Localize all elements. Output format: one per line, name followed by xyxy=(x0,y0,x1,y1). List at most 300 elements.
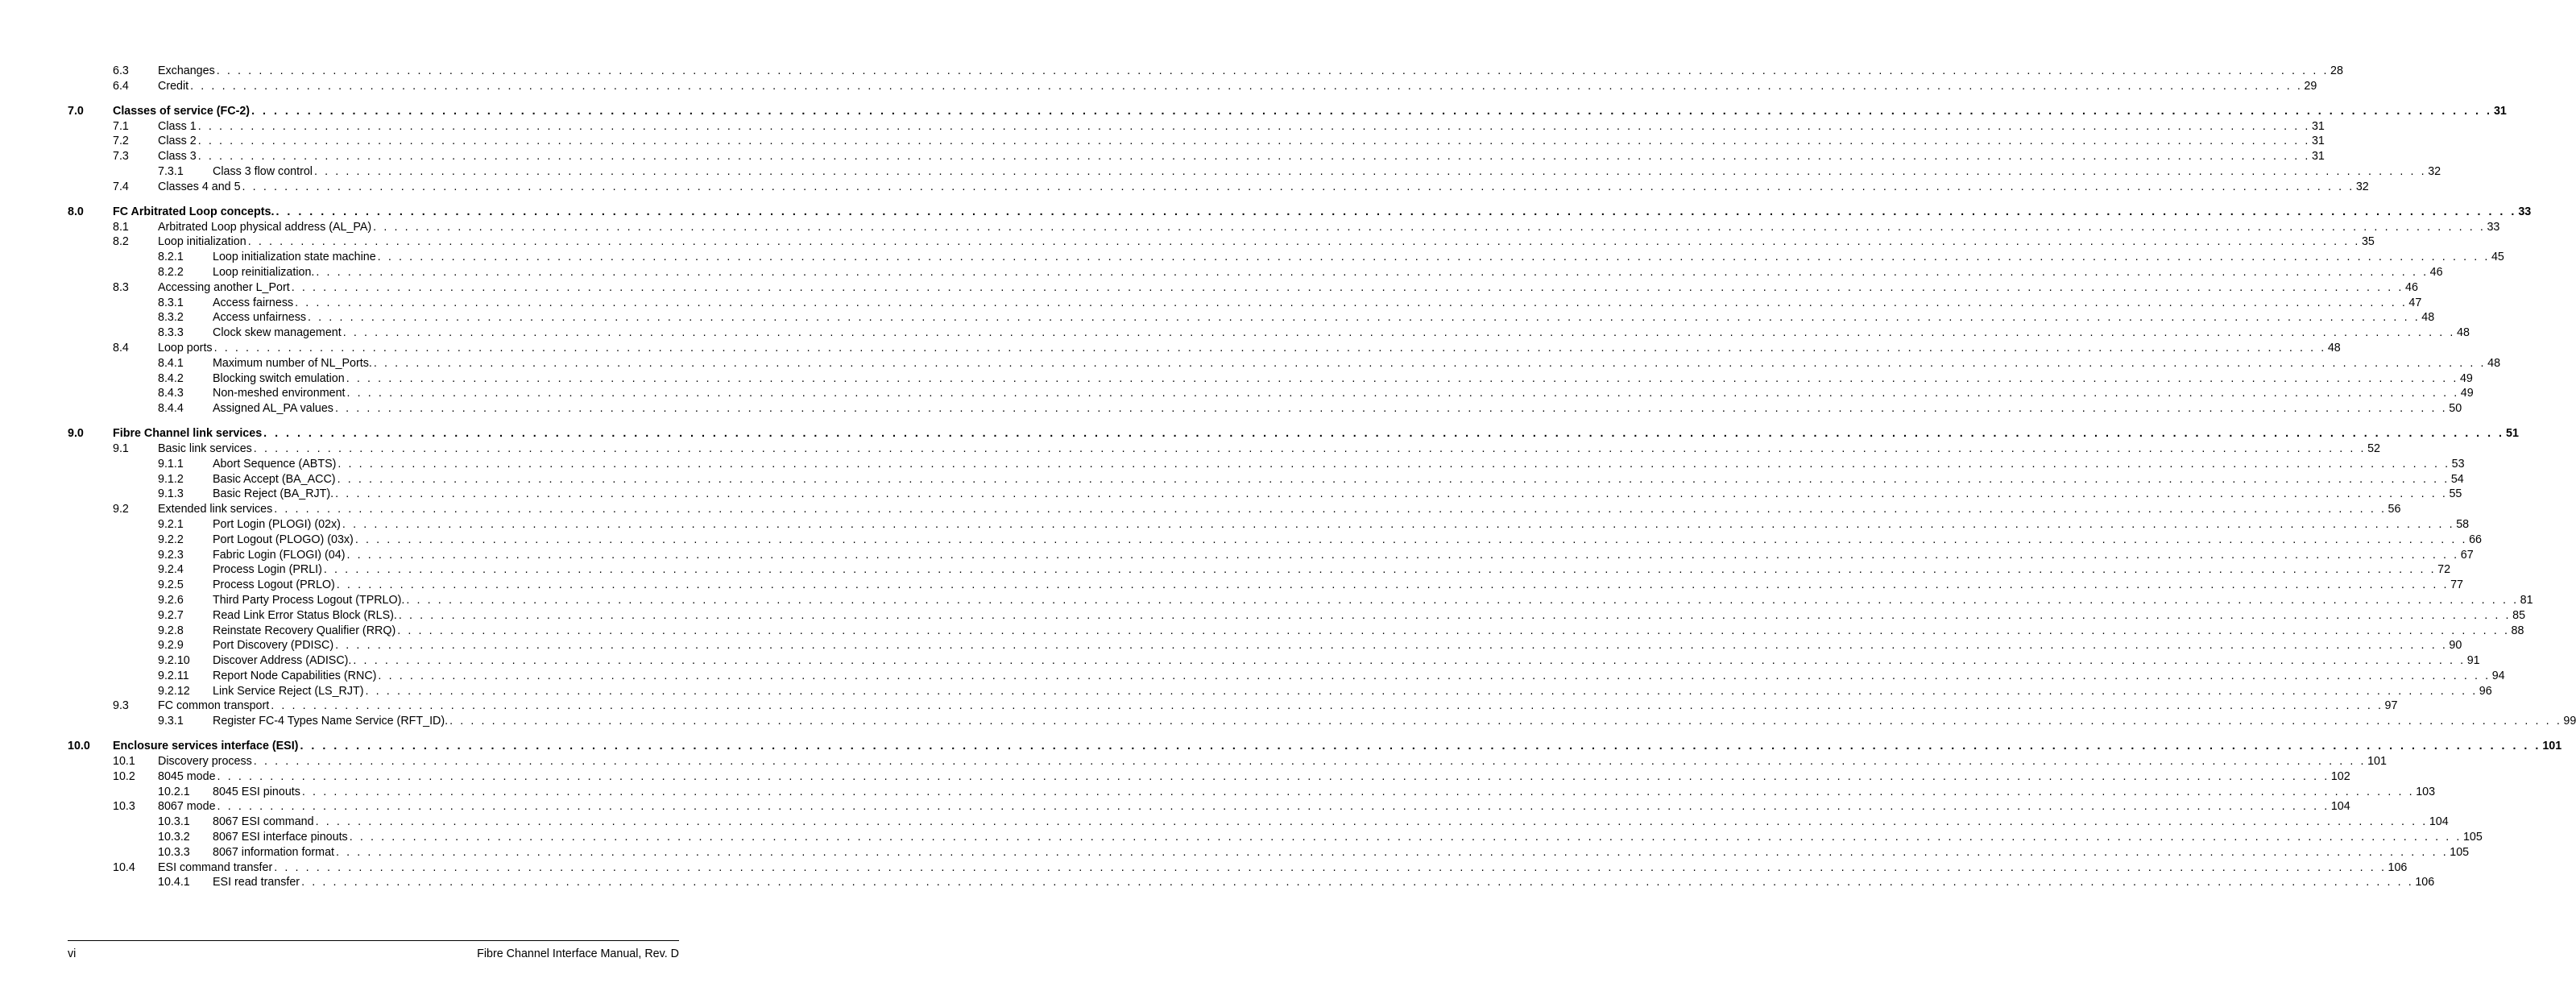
toc-entry[interactable] xyxy=(68,769,2350,785)
toc-entry-title: Port Logout (PLOGO) (03x) xyxy=(213,533,354,546)
toc-entry-line xyxy=(213,164,2441,180)
toc-entry-line xyxy=(158,119,2325,135)
toc-entry[interactable] xyxy=(68,220,2500,235)
toc-entry-line xyxy=(213,548,2474,563)
toc-entry[interactable] xyxy=(68,815,2449,830)
toc-entry-line xyxy=(213,815,2449,830)
toc-entry-number: 8.4.3 xyxy=(158,387,184,400)
toc-leader-dots: . . . . . . . . . . . . . . . . . . . . . . . . . . . . . . . . . . . . . . . . . . . . . . . . . . . . . . . . . . . . . . . . . . . . . . . . . . . . . . . . . . . . . . . . . . . . . . . . . . . . . . . . . . . . . . . . . . . . . . . . . . . . . . . . . . . . . . . . . . . . . . . . . . . . . . . . . . . . . . . . . . . . . . . . . . . . . . . . . . . . . . . . . . . . . . . . . . . . . . . . xyxy=(216,64,2330,77)
toc-entry-line xyxy=(213,593,2533,608)
toc-entry-line xyxy=(213,653,2480,669)
footer-divider xyxy=(68,940,679,941)
toc-entry[interactable] xyxy=(68,562,2451,578)
toc-entry-title: Loop initialization xyxy=(158,235,246,249)
toc-entry[interactable] xyxy=(68,250,2504,265)
toc-entry-line xyxy=(158,799,2350,815)
toc-entry-number: 8.4 xyxy=(113,341,129,354)
toc-entry-line xyxy=(113,425,2519,442)
toc-entry-title: Abort Sequence (ABTS) xyxy=(213,457,337,471)
toc-leader-dots: . . . . . . . . . . . . . . . . . . . . . . . . . . . . . . . . . . . . . . . . . . . . . . . . . . . . . . . . . . . . . . . . . . . . . . . . . . . . . . . . . . . . . . . . . . . . . . . . . . . . . . . . . . . . . . . . . . . . . . . . . . . . . . . . . . . . . . . . . . . . . . . . . . . . . . . . . . . . . . . . . . . . . . . . . . . . . . . . . . . . . . . . . . . . . . . . . . . . . . . . xyxy=(353,654,2466,668)
footer-document-title: Fibre Channel Interface Manual, Rev. D xyxy=(477,947,679,960)
toc-entry-number: 9.1.2 xyxy=(158,472,184,486)
toc-entry-number: 9.3.1 xyxy=(158,715,184,728)
toc-entry-title: Assigned AL_PA values xyxy=(213,402,333,416)
toc-leader-dots: . . . . . . . . . . . . . . . . . . . . . . . . . . . . . . . . . . . . . . . . . . . . . . . . . . . . . . . . . . . . . . . . . . . . . . . . . . . . . . . . . . . . . . . . . . . . . . . . . . . . . . . . . . . . . . . . . . . . . . . . . . . . . . . . . . . . . . . . . . . . . . . . . . . . . . . . . . . . . . . . . . . . . . . . . . . . . . . . . . . . . . . . . . . . . . . . . . . . . . . . xyxy=(197,150,2310,164)
toc-entry-number: 9.3 xyxy=(113,699,129,713)
toc-leader-dots: . . . . . . . . . . . . . . . . . . . . . . . . . . . . . . . . . . . . . . . . . . . . . . . . . . . . . . . . . . . . . . . . . . . . . . . . . . . . . . . . . . . . . . . . . . . . . . . . . . . . . . . . . . . . . . . . . . . . . . . . . . . . . . . . . . . . . . . . . . . . . . . . . . . . . . . . . . . . . . . . . . . . . . . . . . . . . . . . . . . . . . . . . . . . . . . . . . . . . . . . xyxy=(346,548,2459,562)
toc-entry-title: Link Service Reject (LS_RJT) xyxy=(213,684,364,698)
toc-entry-page: 101 xyxy=(2542,740,2562,753)
toc-entry-title: Non-meshed environment xyxy=(213,387,346,400)
toc-entry[interactable] xyxy=(68,472,2464,487)
toc-entry-page: 49 xyxy=(2460,387,2474,400)
toc-entry-line xyxy=(158,280,2418,296)
toc-entry-page: 33 xyxy=(2518,205,2532,218)
toc-entry-line xyxy=(158,134,2325,149)
toc-entry-number: 10.3.1 xyxy=(158,815,190,829)
toc-entry-title: Class 3 xyxy=(158,150,197,164)
toc-entry-number: 6.3 xyxy=(113,64,129,77)
toc-entry-title: ESI command transfer xyxy=(158,860,273,874)
toc-entry-page: 67 xyxy=(2460,548,2474,562)
toc-entry-line xyxy=(158,502,2401,517)
toc-leader-dots: . . . . . . . . . . . . . . . . . . . . . . . . . . . . . . . . . . . . . . . . . . . . . . . . . . . . . . . . . . . . . . . . . . . . . . . . . . . . . . . . . . . . . . . . . . . . . . . . . . . . . . . . . . . . . . . . . . . . . . . . . . . . . . . . . . . . . . . . . . . . . . . . . . . . . . . . . . . . . . . . . . . . . . . . . . . . . . . . . . . . . . . . . . . . . . . . . . . . . . . . xyxy=(323,563,2437,577)
toc-leader-dots: . . . . . . . . . . . . . . . . . . . . . . . . . . . . . . . . . . . . . . . . . . . . . . . . . . . . . . . . . . . . . . . . . . . . . . . . . . . . . . . . . . . . . . . . . . . . . . . . . . . . . . . . . . . . . . . . . . . . . . . . . . . . . . . . . . . . . . . . . . . . . . . . . . . . . . . . . . . . . . . . . . . . . . . . . . . . . . . . . . . . . . . . . . . . . . . . . . . . . . . . xyxy=(354,533,2468,546)
toc-entry-number: 9.2.1 xyxy=(158,517,184,531)
toc-entry[interactable] xyxy=(68,296,2422,311)
toc-entry-line xyxy=(213,250,2504,265)
toc-entry[interactable] xyxy=(68,875,2435,890)
toc-entry-line xyxy=(213,356,2501,371)
toc-entry-page: 31 xyxy=(2311,135,2325,148)
toc-entry-title: Fibre Channel link services xyxy=(113,426,263,440)
toc-entry-title: Process Login (PRLI) xyxy=(213,563,322,577)
toc-entry[interactable] xyxy=(68,533,2482,548)
toc-entry-number: 8.3.2 xyxy=(158,311,184,325)
toc-entry-line xyxy=(213,875,2435,890)
toc-entry[interactable] xyxy=(68,653,2480,669)
toc-entry-line xyxy=(213,386,2474,401)
toc-entry-page: 31 xyxy=(2311,119,2325,133)
toc-entry-title: Class 3 flow control xyxy=(213,164,313,178)
toc-entry-title: Discovery process xyxy=(158,755,252,769)
toc-leader-dots: . . . . . . . . . . . . . . . . . . . . . . . . . . . . . . . . . . . . . . . . . . . . . . . . . . . . . . . . . . . . . . . . . . . . . . . . . . . . . . . . . . . . . . . . . . . . . . . . . . . . . . . . . . . . . . . . . . . . . . . . . . . . . . . . . . . . . . . . . . . . . . . . . . . . . . . . . . . . . . . . . . . . . . . . . . . . . . . . . . . . . . . . . . . . . . . . . . . . . . . . xyxy=(346,387,2459,400)
toc-entry-page: 29 xyxy=(2304,79,2317,93)
toc-entry[interactable] xyxy=(68,401,2462,417)
toc-entry-number: 9.2.9 xyxy=(158,639,184,653)
toc-entry-title: Accessing another L_Port xyxy=(158,280,290,294)
toc-entry-line xyxy=(113,738,2562,754)
toc-entry-number: 9.1.3 xyxy=(158,487,184,501)
toc-entry-title: 8067 mode xyxy=(158,800,216,814)
toc-entry[interactable] xyxy=(68,356,2501,371)
toc-entry-number: 10.0 xyxy=(68,740,90,753)
toc-entry-page: 66 xyxy=(2469,533,2482,546)
toc-entry-number: 10.2.1 xyxy=(158,785,190,798)
toc-leader-dots: . . . . . . . . . . . . . . . . . . . . . . . . . . . . . . . . . . . . . . . . . . . . . . . . . . . . . . . . . . . . . . . . . . . . . . . . . . . . . . . . . . . . . . . . . . . . . . . . . . . . . . . . . . . . . . . . . . . . . . . . . . . . . . . . . . . . . . . . . . . . . . . . . . . . . . . . . . . . . . . . . . . . . . . . . . . . . . . . . . . . . . . . . . . . . . . . . . . . . . . . xyxy=(406,593,2519,607)
toc-entry-title: Exchanges xyxy=(158,64,215,77)
toc-entry-line xyxy=(213,296,2422,311)
toc-leader-dots: . . . . . . . . . . . . . . . . . . . . . . . . . . . . . . . . . . . . . . . . . . . . . . . . . . . . . . . . . . . . . . . . . . . . . . . . . . . . . . . . . . . . . . . . . . . . . . . . . . . . . . . . . . . . . . . . . . . . . . . . . . . . . . . . . . . . . . . . . . . . . . . . . . . . . . . . . . . . . . . . . . . . . . . . . . . . . . . . . . . . . . . . . . . . . . . . . . . . . . . . xyxy=(373,220,2486,234)
toc-entry-line xyxy=(158,149,2325,164)
table-of-contents xyxy=(68,64,2576,890)
toc-entry[interactable] xyxy=(68,830,2483,845)
toc-entry-number: 9.2.2 xyxy=(158,533,184,546)
toc-entry-page: 81 xyxy=(2520,593,2533,607)
toc-entry-page: 48 xyxy=(2327,341,2341,354)
toc-entry-number: 9.2.3 xyxy=(158,548,184,562)
toc-entry-line xyxy=(213,785,2436,800)
toc-entry-page: 55 xyxy=(2449,487,2462,501)
toc-entry-number: 10.4 xyxy=(113,860,135,874)
toc-entry-title: Register FC-4 Types Name Service (RFT_ID). xyxy=(213,715,449,728)
toc-entry-page: 85 xyxy=(2512,608,2526,622)
toc-leader-dots: . . . . . . . . . . . . . . . . . . . . . . . . . . . . . . . . . . . . . . . . . . . . . . . . . . . . . . . . . . . . . . . . . . . . . . . . . . . . . . . . . . . . . . . . . . . . . . . . . . . . . . . . . . . . . . . . . . . . . . . . . . . . . . . . . . . . . . . . . . . . . . . . . . . . . . . . . . . . . . . . . . . . . . . . . . . . . . . . . . . . . . . . . . . . . . . . . . . . . . . . xyxy=(308,311,2421,325)
toc-entry-title: Access unfairness xyxy=(213,311,307,325)
toc-entry-title: Maximum number of NL_Ports. xyxy=(213,356,372,370)
toc-entry[interactable] xyxy=(68,386,2474,401)
toc-leader-dots: . . . . . . . . . . . . . . . . . . . . . . . . . . . . . . . . . . . . . . . . . . . . . . . . . . . . . . . . . . . . . . . . . . . . . . . . . . . . . . . . . . . . . . . . . . . . . . . . . . . . . . . . . . . . . . . . . . . . . . . . . . . . . . . . . . . . . . . . . . . . . . . . . . . . . . . . . . . . . . . . . . . . . . . . . . . . . . . . . . . . . . . . . . . . . . . . . . . . . . . . xyxy=(336,578,2450,592)
toc-entry-page: 49 xyxy=(2459,371,2473,385)
toc-entry-title: Report Node Capabilities (RNC) xyxy=(213,669,377,682)
toc-entry-line xyxy=(213,714,2576,729)
toc-entry-page: 31 xyxy=(2311,150,2325,164)
toc-chapter-entry[interactable] xyxy=(68,425,2519,442)
toc-entry[interactable] xyxy=(68,371,2473,387)
toc-entry-number: 8.4.4 xyxy=(158,402,184,416)
toc-entry-number: 9.2.7 xyxy=(158,608,184,622)
toc-entry[interactable] xyxy=(68,265,2443,280)
toc-entry-page: 46 xyxy=(2429,265,2443,279)
toc-entry-number: 8.2 xyxy=(113,235,129,249)
toc-entry-title: Read Link Error Status Block (RLS). xyxy=(213,608,397,622)
toc-entry-title: ESI read transfer xyxy=(213,876,300,889)
toc-entry-number: 8.2.1 xyxy=(158,251,184,264)
toc-entry-page: 33 xyxy=(2487,220,2500,234)
toc-entry-line xyxy=(158,442,2380,457)
toc-entry-number: 8.2.2 xyxy=(158,265,184,279)
toc-entry[interactable] xyxy=(68,502,2401,517)
toc-entry-number: 6.4 xyxy=(113,79,129,93)
toc-entry-page: 28 xyxy=(2330,64,2343,77)
toc-entry-page: 94 xyxy=(2491,669,2505,682)
toc-leader-dots: . . . . . . . . . . . . . . . . . . . . . . . . . . . . . . . . . . . . . . . . . . . . . . . . . . . . . . . . . . . . . . . . . . . . . . . . . . . . . . . . . . . . . . . . . . . . . . . . . . . . . . . . . . . . . . . . . . . . . . . . . . . . . . . . . . . . . . . . . . . . . . . . . . . . . . . . . . . . . . . . . . . . . . . . . . . . . . . . . . . . . . . . . . . . . . . . . . . . . . . . xyxy=(378,669,2491,682)
toc-entry-page: 46 xyxy=(2405,280,2418,294)
toc-entry-line xyxy=(213,669,2505,684)
toc-entry-title: Clock skew management xyxy=(213,326,342,340)
toc-leader-dots: . . . . . . . . . . . . . . . . . . . . . . . . . . . . . . . . . . . . . . . . . . . . . . . . . . . . . . . . . . . . . . . . . . . . . . . . . . . . . . . . . . . . . . . . . . . . . . . . . . . . . . . . . . . . . . . . . . . . . . . . . . . . . . . . . . . . . . . . . . . . . . . . . . . . . . . . . . . . . . . . . . . . . . . . . . . . . . . . . . . . . . . . . . . . . . . . . . . . . . . . xyxy=(197,119,2310,133)
toc-leader-dots: . . . . . . . . . . . . . . . . . . . . . . . . . . . . . . . . . . . . . . . . . . . . . . . . . . . . . . . . . . . . . . . . . . . . . . . . . . . . . . . . . . . . . . . . . . . . . . . . . . . . . . . . . . . . . . . . . . . . . . . . . . . . . . . . . . . . . . . . . . . . . . . . . . . . . . . . . . . . . . . . . . . . . . . . . . . . . . . . . . . . . . . . . . . . . . . . . . . . . . . . xyxy=(301,876,2414,889)
toc-entry-page: 35 xyxy=(2361,235,2375,249)
toc-entry-number: 10.3 xyxy=(113,800,135,814)
toc-entry[interactable] xyxy=(68,119,2325,135)
toc-leader-dots: . . . . . . . . . . . . . . . . . . . . . . . . . . . . . . . . . . . . . . . . . . . . . . . . . . . . . . . . . . . . . . . . . . . . . . . . . . . . . . . . . . . . . . . . . . . . . . . . . . . . . . . . . . . . . . . . . . . . . . . . . . . . . . . . . . . . . . . . . . . . . . . . . . . . . . . . . . . . . . . . . . . . . . . . . . . . . . . . . . . . . . . . . . . . . . . . . . . . . . . . xyxy=(301,785,2415,798)
toc-entry[interactable] xyxy=(68,180,2369,195)
toc-entry-line xyxy=(213,310,2435,325)
toc-entry-page: 50 xyxy=(2449,402,2462,416)
toc-entry[interactable] xyxy=(68,860,2408,876)
toc-leader-dots: . . . . . . . . . . . . . . . . . . . . . . . . . . . . . . . . . . . . . . . . . . . . . . . . . . . . . . . . . . . . . . . . . . . . . . . . . . . . . . . . . . . . . . . . . . . . . . . . . . . . . . . . . . . . . . . . . . . . . . . . . . . . . . . . . . . . . . . . . . . . . . . . . . . . . . . . . . . . . . . . . . . . . . . . . . . . . . . . . . . . . . . . . . . . . . . . . . . . . . . . xyxy=(398,608,2512,622)
toc-entry-number: 7.1 xyxy=(113,119,129,133)
toc-leader-dots: . . . . . . . . . . . . . . . . . . . . . . . . . . . . . . . . . . . . . . . . . . . . . . . . . . . . . . . . . . . . . . . . . . . . . . . . . . . . . . . . . . . . . . . . . . . . . . . . . . . . . . . . . . . . . . . . . . . . . . . . . . . . . . . . . . . . . . . . . . . . . . . . . . . . . . . . . . . . . . . . . . . . . . . . . . . . . . . . . . . . . . . . . . . . . . . . . . . . . . . . xyxy=(338,457,2450,471)
toc-entry-line xyxy=(213,638,2462,653)
toc-leader-dots: . . . . . . . . . . . . . . . . . . . . . . . . . . . . . . . . . . . . . . . . . . . . . . . . . . . . . . . . . . . . . . . . . . . . . . . . . . . . . . . . . . . . . . . . . . . . . . . . . . . . . . . . . . . . . . . . . . . . . . . . . . . . . . . . . . . . . . . . . . . . . . . . . . . . . . . . . . . . . . . . . . . . . . . . . . . . . . . . . . . . . . . . . . . . . . . . . . . . . . . . xyxy=(335,487,2448,501)
toc-entry-page: 58 xyxy=(2456,517,2470,531)
toc-entry-page: 45 xyxy=(2491,251,2504,264)
toc-entry[interactable] xyxy=(68,310,2435,325)
toc-entry-title: Classes of service (FC-2) xyxy=(113,104,251,118)
footer-page-number: vi xyxy=(68,947,77,960)
toc-entry-line xyxy=(158,220,2500,235)
toc-entry-number: 8.3.1 xyxy=(158,296,184,309)
toc-entry-title: Third Party Process Logout (TPRLO). xyxy=(213,593,405,607)
toc-entry[interactable] xyxy=(68,548,2474,563)
toc-entry-title: Port Discovery (PDISC) xyxy=(213,639,334,653)
toc-entry-number: 9.1.1 xyxy=(158,457,184,471)
toc-entry-number: 8.1 xyxy=(113,220,129,234)
toc-entry-number: 8.4.2 xyxy=(158,371,184,385)
toc-chapter-entry[interactable] xyxy=(68,204,2532,220)
toc-entry-line xyxy=(158,699,2398,714)
toc-entry[interactable] xyxy=(68,79,2317,94)
toc-entry-number: 7.3.1 xyxy=(158,164,184,178)
toc-leader-dots: . . . . . . . . . . . . . . . . . . . . . . . . . . . . . . . . . . . . . . . . . . . . . . . . . . . . . . . . . . . . . . . . . . . . . . . . . . . . . . . . . . . . . . . . . . . . . . . . . . . . . . . . . . . . . . . . . . . . . . . . . . . . . . . . . . . . . . . . . . . . . . . . . . . . . . . . . . . . . . . . . . . . . . . . . . . . . . . . . . . . . . . . . . . . . . . . . . . . . . . . xyxy=(197,135,2310,148)
toc-entry-page: 72 xyxy=(2437,563,2451,577)
toc-leader-dots: . . . . . . . . . . . . . . . . . . . . . . . . . . . . . . . . . . . . . . . . . . . . . . . . . . . . . . . . . . . . . . . . . . . . . . . . . . . . . . . . . . . . . . . . . . . . . . . . . . . . . . . . . . . . . . . . . . . . . . . . . . . . . . . . . . . . . . . . . . . . . . . . . . . . . . . . . . . . . . . . . . . . . . . . . . . . . . . . . . . . . . . . . . . . . . . . . . . . . . . . xyxy=(449,715,2562,728)
toc-entry-number: 9.2.6 xyxy=(158,593,184,607)
toc-entry-title: Basic link services xyxy=(158,442,252,455)
toc-entry-number: 9.0 xyxy=(68,426,84,440)
toc-entry-number: 9.2 xyxy=(113,503,129,516)
toc-entry-title: Basic Accept (BA_ACC) xyxy=(213,472,336,486)
toc-leader-dots: . . . . . . . . . . . . . . . . . . . . . . . . . . . . . . . . . . . . . . . . . . . . . . . . . . . . . . . . . . . . . . . . . . . . . . . . . . . . . . . . . . . . . . . . . . . . . . . . . . . . . . . . . . . . . . . . . . . . . . . . . . . . . . . . . . . . . . . . . . . . . . . . . . . . . . . . . . . . . . . . . . . . . . . . . . . . . . . . . . . . . . . . . . . . . . . . . . . . . . . . xyxy=(190,79,2303,93)
toc-entry[interactable] xyxy=(68,608,2526,624)
toc-entry-title: Classes 4 and 5 xyxy=(158,180,241,193)
toc-entry-number: 10.2 xyxy=(113,769,135,783)
toc-leader-dots: . . . . . . . . . . . . . . . . . . . . . . . . . . . . . . . . . . . . . . . . . . . . . . . . . . . . . . . . . . . . . . . . . . . . . . . . . . . . . . . . . . . . . . . . . . . . . . . . . . . . . . . . . . . . . . . . . . . . . . . . . . . . . . . . . . . . . . . . . . . . . . . . . . . . . . . . . . . . . . . . . . . . . . . . . . . . . . . . . . . . . . . . . . . . . . . . . . . . . . . . xyxy=(336,845,2449,859)
toc-entry-page: 48 xyxy=(2421,311,2435,325)
toc-entry[interactable] xyxy=(68,754,2387,769)
toc-leader-dots: . . . . . . . . . . . . . . . . . . . . . . . . . . . . . . . . . . . . . . . . . . . . . . . . . . . . . . . . . . . . . . . . . . . . . . . . . . . . . . . . . . . . . . . . . . . . . . . . . . . . . . . . . . . . . . . . . . . . . . . . . . . . . . . . . . . . . . . . . . . . . . . . . . . . . . . . . . . . . . . . . . . . . . . . . . . . . . . . . . . . . . . . . . . . . . . . . . . . . . . . xyxy=(275,205,2517,218)
toc-leader-dots: . . . . . . . . . . . . . . . . . . . . . . . . . . . . . . . . . . . . . . . . . . . . . . . . . . . . . . . . . . . . . . . . . . . . . . . . . . . . . . . . . . . . . . . . . . . . . . . . . . . . . . . . . . . . . . . . . . . . . . . . . . . . . . . . . . . . . . . . . . . . . . . . . . . . . . . . . . . . . . . . . . . . . . . . . . . . . . . . . . . . . . . . . . . . . . . . . . . . . . . . xyxy=(271,699,2383,713)
toc-entry-page: 88 xyxy=(2511,624,2524,637)
toc-entry-page: 32 xyxy=(2428,164,2441,178)
toc-entry-title: Enclosure services interface (ESI) xyxy=(113,740,299,753)
toc-chapter-entry[interactable] xyxy=(68,103,2507,119)
toc-leader-dots: . . . . . . . . . . . . . . . . . . . . . . . . . . . . . . . . . . . . . . . . . . . . . . . . . . . . . . . . . . . . . . . . . . . . . . . . . . . . . . . . . . . . . . . . . . . . . . . . . . . . . . . . . . . . . . . . . . . . . . . . . . . . . . . . . . . . . . . . . . . . . . . . . . . . . . . . . . . . . . . . . . . . . . . . . . . . . . . . . . . . . . . . . . . . . . . . . . . . . . . . xyxy=(253,442,2367,455)
toc-entry-page: 104 xyxy=(2330,800,2350,814)
toc-entry-line xyxy=(213,371,2473,387)
toc-entry[interactable] xyxy=(68,669,2505,684)
toc-leader-dots: . . . . . . . . . . . . . . . . . . . . . . . . . . . . . . . . . . . . . . . . . . . . . . . . . . . . . . . . . . . . . . . . . . . . . . . . . . . . . . . . . . . . . . . . . . . . . . . . . . . . . . . . . . . . . . . . . . . . . . . . . . . . . . . . . . . . . . . . . . . . . . . . . . . . . . . . . . . . . . . . . . . . . . . . . . . . . . . . . . . . . . . . . . . . . . . . . . . . . . . . xyxy=(263,426,2505,440)
toc-leader-dots: . . . . . . . . . . . . . . . . . . . . . . . . . . . . . . . . . . . . . . . . . . . . . . . . . . . . . . . . . . . . . . . . . . . . . . . . . . . . . . . . . . . . . . . . . . . . . . . . . . . . . . . . . . . . . . . . . . . . . . . . . . . . . . . . . . . . . . . . . . . . . . . . . . . . . . . . . . . . . . . . . . . . . . . . . . . . . . . . . . . . . . . . . . . . . . . . . . . . . . . . xyxy=(377,251,2490,264)
toc-entry-title: Discover Address (ADISC). xyxy=(213,654,352,668)
toc-entry-title: Reinstate Recovery Qualifier (RRQ) xyxy=(213,624,396,637)
toc-entry-number: 9.2.4 xyxy=(158,563,184,577)
toc-leader-dots: . . . . . . . . . . . . . . . . . . . . . . . . . . . . . . . . . . . . . . . . . . . . . . . . . . . . . . . . . . . . . . . . . . . . . . . . . . . . . . . . . . . . . . . . . . . . . . . . . . . . . . . . . . . . . . . . . . . . . . . . . . . . . . . . . . . . . . . . . . . . . . . . . . . . . . . . . . . . . . . . . . . . . . . . . . . . . . . . . . . . . . . . . . . . . . . . . . . . . . . . xyxy=(373,356,2487,370)
toc-leader-dots: . . . . . . . . . . . . . . . . . . . . . . . . . . . . . . . . . . . . . . . . . . . . . . . . . . . . . . . . . . . . . . . . . . . . . . . . . . . . . . . . . . . . . . . . . . . . . . . . . . . . . . . . . . . . . . . . . . . . . . . . . . . . . . . . . . . . . . . . . . . . . . . . . . . . . . . . . . . . . . . . . . . . . . . . . . . . . . . . . . . . . . . . . . . . . . . . . . . . . . . . xyxy=(397,624,2510,637)
toc-leader-dots: . . . . . . . . . . . . . . . . . . . . . . . . . . . . . . . . . . . . . . . . . . . . . . . . . . . . . . . . . . . . . . . . . . . . . . . . . . . . . . . . . . . . . . . . . . . . . . . . . . . . . . . . . . . . . . . . . . . . . . . . . . . . . . . . . . . . . . . . . . . . . . . . . . . . . . . . . . . . . . . . . . . . . . . . . . . . . . . . . . . . . . . . . . . . . . . . . . . . . . . . xyxy=(217,769,2330,783)
toc-entry-title: Loop initialization state machine xyxy=(213,251,376,264)
toc-entry-number: 9.1 xyxy=(113,442,129,455)
toc-entry-page: 91 xyxy=(2466,654,2480,668)
toc-entry[interactable] xyxy=(68,341,2341,356)
toc-entry[interactable] xyxy=(68,578,2463,593)
toc-entry-page: 101 xyxy=(2367,755,2387,769)
toc-leader-dots: . . . . . . . . . . . . . . . . . . . . . . . . . . . . . . . . . . . . . . . . . . . . . . . . . . . . . . . . . . . . . . . . . . . . . . . . . . . . . . . . . . . . . . . . . . . . . . . . . . . . . . . . . . . . . . . . . . . . . . . . . . . . . . . . . . . . . . . . . . . . . . . . . . . . . . . . . . . . . . . . . . . . . . . . . . . . . . . . . . . . . . . . . . . . . . . . . . . . . . . . xyxy=(313,164,2427,178)
toc-entry[interactable] xyxy=(68,517,2470,533)
toc-entry-line xyxy=(158,234,2375,250)
toc-entry-page: 31 xyxy=(2493,104,2507,118)
toc-entry-number: 9.2.8 xyxy=(158,624,184,637)
toc-entry[interactable] xyxy=(68,234,2375,250)
toc-entry-line xyxy=(213,457,2465,472)
toc-entry-title: 8067 ESI command xyxy=(213,815,314,829)
toc-entry-number: 8.4.1 xyxy=(158,356,184,370)
toc-leader-dots: . . . . . . . . . . . . . . . . . . . . . . . . . . . . . . . . . . . . . . . . . . . . . . . . . . . . . . . . . . . . . . . . . . . . . . . . . . . . . . . . . . . . . . . . . . . . . . . . . . . . . . . . . . . . . . . . . . . . . . . . . . . . . . . . . . . . . . . . . . . . . . . . . . . . . . . . . . . . . . . . . . . . . . . . . . . . . . . . . . . . . . . . . . . . . . . . . . . . . . . . xyxy=(349,831,2462,844)
toc-entry-number: 10.3.3 xyxy=(158,845,190,859)
toc-entry-number: 9.2.11 xyxy=(158,669,189,682)
toc-entry-title: Blocking switch emulation xyxy=(213,371,345,385)
toc-leader-dots: . . . . . . . . . . . . . . . . . . . . . . . . . . . . . . . . . . . . . . . . . . . . . . . . . . . . . . . . . . . . . . . . . . . . . . . . . . . . . . . . . . . . . . . . . . . . . . . . . . . . . . . . . . . . . . . . . . . . . . . . . . . . . . . . . . . . . . . . . . . . . . . . . . . . . . . . . . . . . . . . . . . . . . . . . . . . . . . . . . . . . . . . . . . . . . . . . . . . . . . . xyxy=(337,472,2450,486)
toc-leader-dots: . . . . . . . . . . . . . . . . . . . . . . . . . . . . . . . . . . . . . . . . . . . . . . . . . . . . . . . . . . . . . . . . . . . . . . . . . . . . . . . . . . . . . . . . . . . . . . . . . . . . . . . . . . . . . . . . . . . . . . . . . . . . . . . . . . . . . . . . . . . . . . . . . . . . . . . . . . . . . . . . . . . . . . . . . . . . . . . . . . . . . . . . . . . . . . . . . . . . . . . . xyxy=(247,235,2360,249)
toc-entry-page: 52 xyxy=(2367,442,2380,455)
toc-entry-page: 90 xyxy=(2449,639,2462,653)
toc-entry-title: Credit xyxy=(158,79,189,93)
toc-entry[interactable] xyxy=(68,845,2470,860)
toc-entry-number: 10.4.1 xyxy=(158,876,190,889)
toc-entry-line xyxy=(213,684,2492,699)
toc-entry-line xyxy=(213,325,2470,341)
toc-leader-dots: . . . . . . . . . . . . . . . . . . . . . . . . . . . . . . . . . . . . . . . . . . . . . . . . . . . . . . . . . . . . . . . . . . . . . . . . . . . . . . . . . . . . . . . . . . . . . . . . . . . . . . . . . . . . . . . . . . . . . . . . . . . . . . . . . . . . . . . . . . . . . . . . . . . . . . . . . . . . . . . . . . . . . . . . . . . . . . . . . . . . . . . . . . . . . . . . . . . . . . . . xyxy=(365,684,2478,698)
toc-entry-title: Loop reinitialization. xyxy=(213,265,315,279)
toc-entry-number: 9.2.10 xyxy=(158,654,190,668)
toc-entry-page: 54 xyxy=(2450,472,2464,486)
toc-leader-dots: . . . . . . . . . . . . . . . . . . . . . . . . . . . . . . . . . . . . . . . . . . . . . . . . . . . . . . . . . . . . . . . . . . . . . . . . . . . . . . . . . . . . . . . . . . . . . . . . . . . . . . . . . . . . . . . . . . . . . . . . . . . . . . . . . . . . . . . . . . . . . . . . . . . . . . . . . . . . . . . . . . . . . . . . . . . . . . . . . . . . . . . . . . . . . . . . . . . . . . . . xyxy=(295,296,2408,309)
toc-entry-line xyxy=(213,830,2483,845)
toc-entry[interactable] xyxy=(68,624,2524,639)
toc-leader-dots: . . . . . . . . . . . . . . . . . . . . . . . . . . . . . . . . . . . . . . . . . . . . . . . . . . . . . . . . . . . . . . . . . . . . . . . . . . . . . . . . . . . . . . . . . . . . . . . . . . . . . . . . . . . . . . . . . . . . . . . . . . . . . . . . . . . . . . . . . . . . . . . . . . . . . . . . . . . . . . . . . . . . . . . . . . . . . . . . . . . . . . . . . . . . . . . . . . . . . . . . xyxy=(346,371,2458,385)
toc-leader-dots: . . . . . . . . . . . . . . . . . . . . . . . . . . . . . . . . . . . . . . . . . . . . . . . . . . . . . . . . . . . . . . . . . . . . . . . . . . . . . . . . . . . . . . . . . . . . . . . . . . . . . . . . . . . . . . . . . . . . . . . . . . . . . . . . . . . . . . . . . . . . . . . . . . . . . . . . . . . . . . . . . . . . . . . . . . . . . . . . . . . . . . . . . . . . . . . . . . . . . . . . xyxy=(274,860,2387,874)
toc-entry-number: 8.0 xyxy=(68,205,84,218)
toc-entry-title: 8067 ESI interface pinouts xyxy=(213,831,348,844)
toc-entry-line xyxy=(213,578,2463,593)
toc-entry-page: 106 xyxy=(2388,860,2408,874)
toc-entry-title: Process Logout (PRLO) xyxy=(213,578,335,592)
toc-entry-number: 9.2.12 xyxy=(158,684,190,698)
toc-entry-number: 10.3.2 xyxy=(158,831,190,844)
toc-entry-title: Loop ports xyxy=(158,341,213,354)
toc-entry-page: 99 xyxy=(2563,715,2576,728)
toc-leader-dots: . . . . . . . . . . . . . . . . . . . . . . . . . . . . . . . . . . . . . . . . . . . . . . . . . . . . . . . . . . . . . . . . . . . . . . . . . . . . . . . . . . . . . . . . . . . . . . . . . . . . . . . . . . . . . . . . . . . . . . . . . . . . . . . . . . . . . . . . . . . . . . . . . . . . . . . . . . . . . . . . . . . . . . . . . . . . . . . . . . . . . . . . . . . . . . . . . . . . . . . . xyxy=(242,180,2354,193)
toc-entry-line xyxy=(113,103,2507,119)
toc-entry-title: Basic Reject (BA_RJT). xyxy=(213,487,334,501)
toc-entry-number: 8.3 xyxy=(113,280,129,294)
toc-entry-title: FC Arbitrated Loop concepts. xyxy=(113,205,275,218)
toc-entry-title: Fabric Login (FLOGI) (04) xyxy=(213,548,346,562)
toc-entry-line xyxy=(213,845,2470,860)
toc-entry-page: 32 xyxy=(2355,180,2369,193)
toc-entry[interactable] xyxy=(68,457,2465,472)
toc-entry[interactable] xyxy=(68,487,2462,502)
toc-entry-title: Class 1 xyxy=(158,119,197,133)
toc-entry-page: 97 xyxy=(2384,699,2398,713)
toc-entry-line xyxy=(158,79,2317,94)
toc-entry-line xyxy=(158,754,2387,769)
toc-entry[interactable] xyxy=(68,799,2350,815)
toc-entry[interactable] xyxy=(68,164,2441,180)
toc-entry-title: 8045 ESI pinouts xyxy=(213,785,300,798)
toc-entry-page: 47 xyxy=(2408,296,2422,309)
toc-entry-number: 7.3 xyxy=(113,150,129,164)
toc-entry-page: 56 xyxy=(2388,503,2401,516)
toc-entry-page: 48 xyxy=(2457,326,2470,340)
toc-entry-page: 103 xyxy=(2416,785,2436,798)
toc-entry[interactable] xyxy=(68,442,2380,457)
toc-entry-line xyxy=(158,64,2343,79)
toc-entry-title: Arbitrated Loop physical address (AL_PA) xyxy=(158,220,372,234)
toc-entry[interactable] xyxy=(68,684,2492,699)
toc-entry[interactable] xyxy=(68,64,2343,79)
toc-entry-number: 7.4 xyxy=(113,180,129,193)
toc-entry-title: Extended link services xyxy=(158,503,273,516)
toc-leader-dots: . . . . . . . . . . . . . . . . . . . . . . . . . . . . . . . . . . . . . . . . . . . . . . . . . . . . . . . . . . . . . . . . . . . . . . . . . . . . . . . . . . . . . . . . . . . . . . . . . . . . . . . . . . . . . . . . . . . . . . . . . . . . . . . . . . . . . . . . . . . . . . . . . . . . . . . . . . . . . . . . . . . . . . . . . . . . . . . . . . . . . . . . . . . . . . . . . . . . . . . . xyxy=(291,280,2404,294)
toc-leader-dots: . . . . . . . . . . . . . . . . . . . . . . . . . . . . . . . . . . . . . . . . . . . . . . . . . . . . . . . . . . . . . . . . . . . . . . . . . . . . . . . . . . . . . . . . . . . . . . . . . . . . . . . . . . . . . . . . . . . . . . . . . . . . . . . . . . . . . . . . . . . . . . . . . . . . . . . . . . . . . . . . . . . . . . . . . . . . . . . . . . . . . . . . . . . . . . . . . . . . . . . . xyxy=(213,341,2326,354)
toc-entry-line xyxy=(213,472,2464,487)
toc-entry[interactable] xyxy=(68,638,2462,653)
toc-entry-line xyxy=(213,265,2443,280)
toc-leader-dots: . . . . . . . . . . . . . . . . . . . . . . . . . . . . . . . . . . . . . . . . . . . . . . . . . . . . . . . . . . . . . . . . . . . . . . . . . . . . . . . . . . . . . . . . . . . . . . . . . . . . . . . . . . . . . . . . . . . . . . . . . . . . . . . . . . . . . . . . . . . . . . . . . . . . . . . . . . . . . . . . . . . . . . . . . . . . . . . . . . . . . . . . . . . . . . . . . . . . . . . . xyxy=(316,265,2429,279)
toc-entry-title: FC common transport xyxy=(158,699,270,713)
toc-leader-dots: . . . . . . . . . . . . . . . . . . . . . . . . . . . . . . . . . . . . . . . . . . . . . . . . . . . . . . . . . . . . . . . . . . . . . . . . . . . . . . . . . . . . . . . . . . . . . . . . . . . . . . . . . . . . . . . . . . . . . . . . . . . . . . . . . . . . . . . . . . . . . . . . . . . . . . . . . . . . . . . . . . . . . . . . . . . . . . . . . . . . . . . . . . . . . . . . . . . . . . . . xyxy=(274,503,2387,516)
toc-entry[interactable] xyxy=(68,149,2325,164)
toc-entry[interactable] xyxy=(68,593,2533,608)
toc-entry[interactable] xyxy=(68,325,2470,341)
toc-entry-page: 96 xyxy=(2479,684,2492,698)
toc-entry-line xyxy=(158,769,2350,785)
toc-entry-number: 8.3.3 xyxy=(158,326,184,340)
toc-leader-dots: . . . . . . . . . . . . . . . . . . . . . . . . . . . . . . . . . . . . . . . . . . . . . . . . . . . . . . . . . . . . . . . . . . . . . . . . . . . . . . . . . . . . . . . . . . . . . . . . . . . . . . . . . . . . . . . . . . . . . . . . . . . . . . . . . . . . . . . . . . . . . . . . . . . . . . . . . . . . . . . . . . . . . . . . . . . . . . . . . . . . . . . . . . . . . . . . . . . . . . . . xyxy=(253,755,2367,769)
toc-chapter-entry[interactable] xyxy=(68,738,2562,754)
toc-leader-dots: . . . . . . . . . . . . . . . . . . . . . . . . . . . . . . . . . . . . . . . . . . . . . . . . . . . . . . . . . . . . . . . . . . . . . . . . . . . . . . . . . . . . . . . . . . . . . . . . . . . . . . . . . . . . . . . . . . . . . . . . . . . . . . . . . . . . . . . . . . . . . . . . . . . . . . . . . . . . . . . . . . . . . . . . . . . . . . . . . . . . . . . . . . . . . . . . . . . . . . . . xyxy=(217,800,2330,814)
toc-leader-dots: . . . . . . . . . . . . . . . . . . . . . . . . . . . . . . . . . . . . . . . . . . . . . . . . . . . . . . . . . . . . . . . . . . . . . . . . . . . . . . . . . . . . . . . . . . . . . . . . . . . . . . . . . . . . . . . . . . . . . . . . . . . . . . . . . . . . . . . . . . . . . . . . . . . . . . . . . . . . . . . . . . . . . . . . . . . . . . . . . . . . . . . . . . . . . . . . . . . . . . . . xyxy=(342,517,2455,531)
toc-entry-page: 51 xyxy=(2506,426,2519,440)
toc-entry-line xyxy=(158,341,2341,356)
toc-entry[interactable] xyxy=(68,280,2418,296)
toc-leader-dots: . . . . . . . . . . . . . . . . . . . . . . . . . . . . . . . . . . . . . . . . . . . . . . . . . . . . . . . . . . . . . . . . . . . . . . . . . . . . . . . . . . . . . . . . . . . . . . . . . . . . . . . . . . . . . . . . . . . . . . . . . . . . . . . . . . . . . . . . . . . . . . . . . . . . . . . . . . . . . . . . . . . . . . . . . . . . . . . . . . . . . . . . . . . . . . . . . . . . . . . . xyxy=(342,326,2455,340)
toc-entry-number: 7.2 xyxy=(113,135,129,148)
toc-entry-title: Port Login (PLOGI) (02x) xyxy=(213,517,341,531)
toc-entry-page: 105 xyxy=(2462,831,2483,844)
toc-leader-dots: . . . . . . . . . . . . . . . . . . . . . . . . . . . . . . . . . . . . . . . . . . . . . . . . . . . . . . . . . . . . . . . . . . . . . . . . . . . . . . . . . . . . . . . . . . . . . . . . . . . . . . . . . . . . . . . . . . . . . . . . . . . . . . . . . . . . . . . . . . . . . . . . . . . . . . . . . . . . . . . . . . . . . . . . . . . . . . . . . . . . . . . . . . . . . . . . . . . . . . . . xyxy=(334,402,2448,416)
toc-entry-line xyxy=(213,562,2451,578)
toc-entry[interactable] xyxy=(68,699,2398,714)
toc-entry-number: 10.1 xyxy=(113,755,135,769)
toc-entry-title: Access fairness xyxy=(213,296,294,309)
toc-entry-line xyxy=(113,204,2532,220)
toc-entry[interactable] xyxy=(68,714,2576,729)
toc-entry-page: 53 xyxy=(2451,457,2465,471)
toc-entry[interactable] xyxy=(68,785,2436,800)
toc-entry-title: 8067 information format xyxy=(213,845,334,859)
toc-leader-dots: . . . . . . . . . . . . . . . . . . . . . . . . . . . . . . . . . . . . . . . . . . . . . . . . . . . . . . . . . . . . . . . . . . . . . . . . . . . . . . . . . . . . . . . . . . . . . . . . . . . . . . . . . . . . . . . . . . . . . . . . . . . . . . . . . . . . . . . . . . . . . . . . . . . . . . . . . . . . . . . . . . . . . . . . . . . . . . . . . . . . . . . . . . . . . . . . . . . . . . . . xyxy=(315,815,2428,829)
toc-entry-line xyxy=(213,624,2524,639)
toc-entry-line xyxy=(158,860,2408,876)
toc-leader-dots: . . . . . . . . . . . . . . . . . . . . . . . . . . . . . . . . . . . . . . . . . . . . . . . . . . . . . . . . . . . . . . . . . . . . . . . . . . . . . . . . . . . . . . . . . . . . . . . . . . . . . . . . . . . . . . . . . . . . . . . . . . . . . . . . . . . . . . . . . . . . . . . . . . . . . . . . . . . . . . . . . . . . . . . . . . . . . . . . . . . . . . . . . . . . . . . . . . . . . . . . xyxy=(300,740,2541,753)
toc-entry-number: 9.2.5 xyxy=(158,578,184,592)
toc-entry[interactable] xyxy=(68,134,2325,149)
toc-entry-page: 102 xyxy=(2330,769,2350,783)
